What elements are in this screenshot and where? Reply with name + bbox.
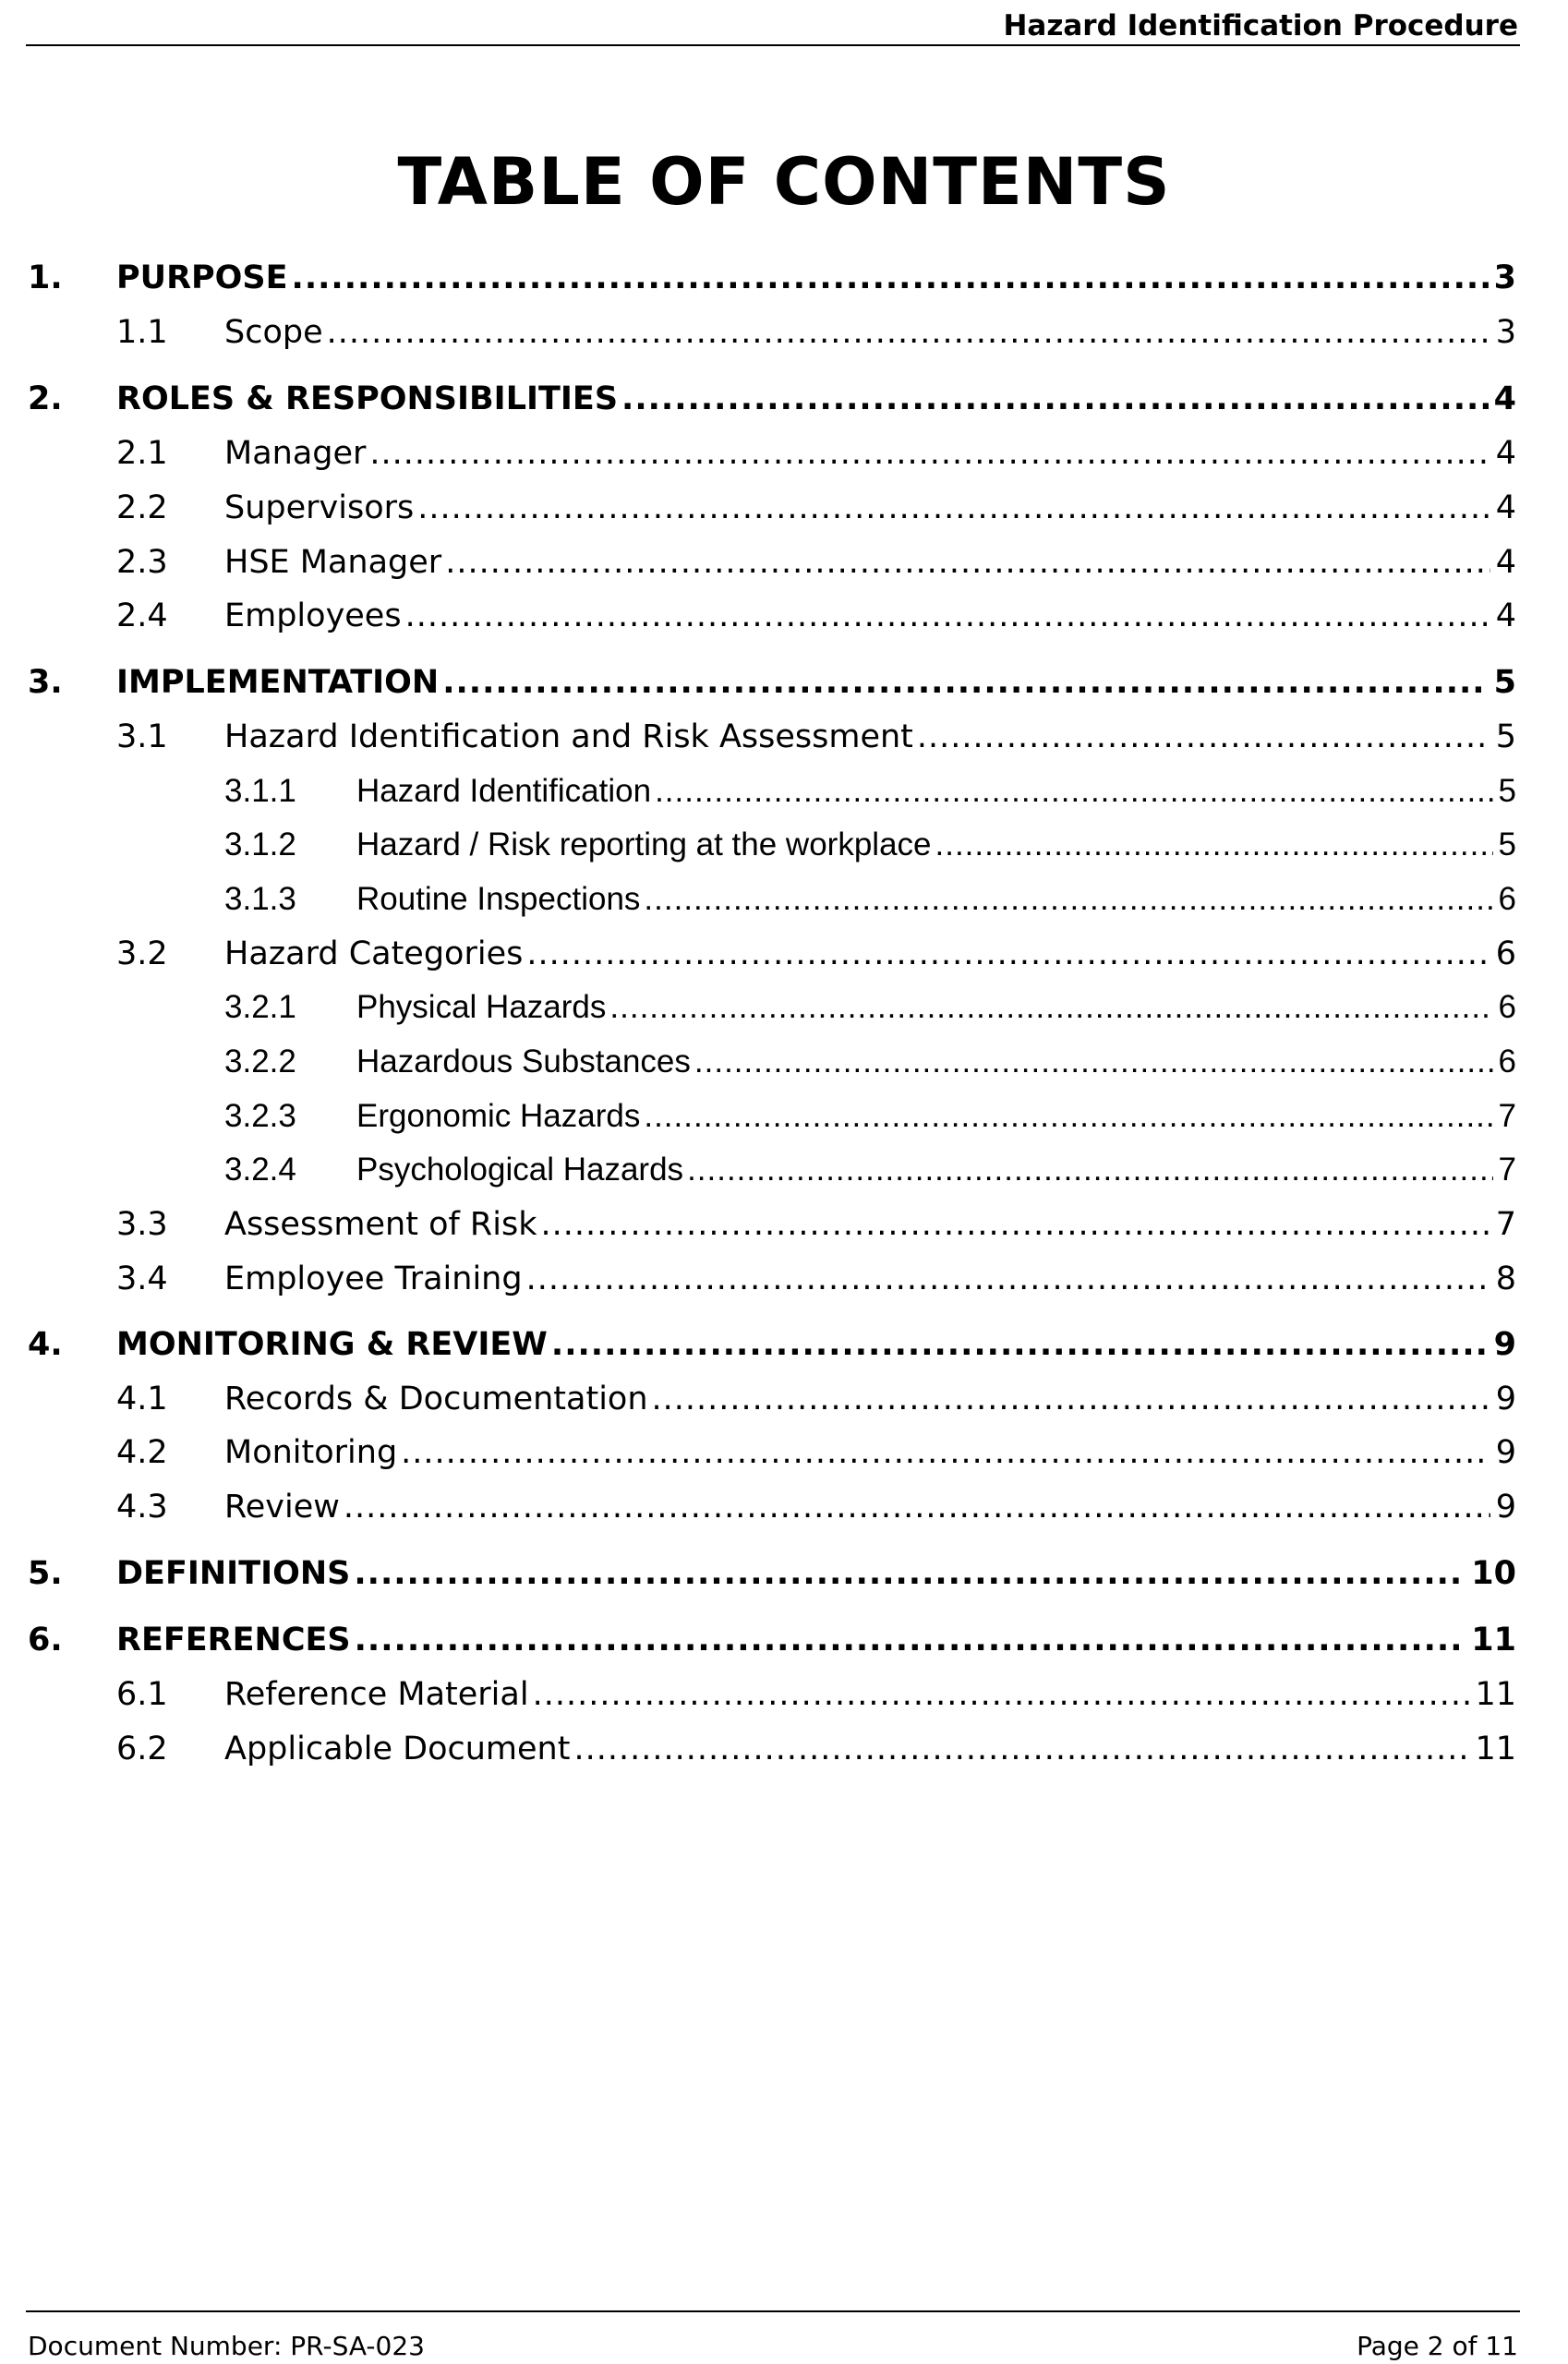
toc-dot-leader [533,1676,1470,1713]
page-indicator: Page 2 of 11 [1357,2331,1518,2361]
toc-entry-label: Supervisors [224,489,415,526]
toc-entry[interactable] [116,597,1516,634]
toc-entry-label: Ergonomic Hazards [356,1098,641,1134]
toc-entry[interactable] [116,1206,1516,1243]
toc-entry-number: 3.1 [116,718,168,755]
toc-entry[interactable] [28,380,1516,417]
toc-entry-number: 4. [28,1326,63,1363]
toc-entry-number: 3. [28,664,63,701]
toc-dot-leader [917,718,1490,755]
toc-entry-number: 2. [28,380,63,417]
toc-dot-leader [327,314,1490,351]
toc-dot-leader [935,826,1493,863]
toc-entry-number: 1.1 [116,314,168,351]
toc-dot-leader [694,1043,1493,1080]
toc-entry[interactable] [116,1434,1516,1471]
toc-entry-number: 4.3 [116,1489,168,1526]
toc-dot-leader [655,773,1492,810]
toc-dot-leader [354,1555,1465,1592]
toc-entry[interactable] [116,1260,1516,1297]
toc-entry-number: 3.2.4 [224,1152,296,1188]
toc-entry-label: Routine Inspections [356,881,641,917]
toc-entry-page: 9 [1495,1381,1516,1417]
toc-entry-number: 6.2 [116,1731,168,1767]
toc-entry-page: 6 [1498,989,1516,1025]
toc-dot-leader [417,489,1490,526]
toc-entry-page: 10 [1471,1555,1516,1592]
toc-dot-leader [621,380,1489,417]
toc-entry[interactable] [116,1381,1516,1417]
toc-entry-number: 3.2.1 [224,989,296,1025]
toc-entry[interactable] [224,1098,1516,1135]
toc-dot-leader [369,435,1490,472]
toc-entry[interactable] [224,773,1516,810]
toc-entry[interactable] [28,664,1516,701]
toc-entry-number: 5. [28,1555,63,1592]
toc-entry[interactable] [28,1622,1516,1658]
toc-dot-leader [644,1098,1492,1135]
toc-entry-page: 4 [1493,380,1516,417]
toc-entry-page: 6 [1498,1043,1516,1079]
toc-entry-label: Records & Documentation [224,1381,648,1417]
toc-entry-number: 3.3 [116,1206,168,1243]
toc-entry[interactable] [116,718,1516,755]
toc-entry-number: 3.4 [116,1260,168,1297]
toc-dot-leader [401,1434,1490,1471]
toc-entry[interactable] [116,1676,1516,1713]
toc-entry-number: 2.1 [116,435,168,472]
toc-entry[interactable] [116,435,1516,472]
toc-entry-page: 6 [1498,881,1516,917]
toc-entry-label: Applicable Document [224,1731,571,1767]
toc-entry[interactable] [224,826,1516,863]
toc-dot-leader [540,1206,1490,1243]
toc-dot-leader [652,1381,1490,1417]
toc-entry[interactable] [28,259,1516,296]
toc-entry[interactable] [28,1326,1516,1363]
toc-entry-label: Reference Material [224,1676,529,1713]
toc-heading: TABLE OF CONTENTS [397,144,1171,220]
toc-entry-label: Employees [224,597,402,634]
toc-entry-label: Hazard / Risk reporting at the workplace [356,826,932,862]
toc-entry-page: 11 [1475,1731,1516,1767]
toc-entry-number: 3.2 [116,935,168,972]
toc-entry-number: 3.2.3 [224,1098,296,1134]
toc-entry-label: HSE Manager [224,544,442,581]
toc-entry[interactable] [116,489,1516,526]
toc-entry[interactable] [28,1555,1516,1592]
document-title: Hazard Identification Procedure [1003,9,1518,42]
toc-dot-leader [355,1622,1466,1658]
toc-dot-leader [442,664,1488,701]
toc-entry-page: 7 [1495,1206,1516,1243]
toc-dot-leader [344,1489,1490,1526]
document-number: Document Number: PR-SA-023 [28,2331,425,2361]
toc-entry-label: Hazard Identification [356,773,652,809]
toc-entry-number: 3.1.1 [224,773,296,809]
toc-entry-page: 7 [1498,1152,1516,1188]
toc-entry-page: 11 [1471,1622,1516,1658]
toc-entry-label: IMPLEMENTATION [116,664,440,701]
toc-entry-label: Physical Hazards [356,989,607,1025]
toc-dot-leader [551,1326,1489,1363]
toc-dot-leader [526,935,1490,972]
toc-entry-page: 3 [1493,259,1516,296]
toc-entry-number: 6.1 [116,1676,168,1713]
toc-entry-label: PURPOSE [116,259,288,296]
toc-entry-number: 4.1 [116,1381,168,1417]
toc-dot-leader [526,1260,1490,1297]
toc-entry-page: 8 [1495,1260,1516,1297]
toc-entry-label: Employee Training [224,1260,523,1297]
toc-entry-number: 3.1.3 [224,881,296,917]
toc-entry-label: REFERENCES [116,1622,351,1658]
toc-entry-page: 7 [1498,1098,1516,1134]
toc-entry-page: 6 [1495,935,1516,972]
toc-entry-page: 5 [1498,773,1516,809]
toc-entry[interactable] [116,1489,1516,1526]
toc-entry-page: 5 [1498,826,1516,862]
toc-entry-label: DEFINITIONS [116,1555,351,1592]
toc-entry[interactable] [224,989,1516,1026]
toc-entry-number: 2.3 [116,544,168,581]
toc-dot-leader [445,544,1490,581]
toc-entry-label: Review [224,1489,340,1526]
toc-entry[interactable] [116,935,1516,972]
toc-dot-leader [644,881,1492,918]
toc-entry-label: Hazardous Substances [356,1043,691,1079]
toc-entry-page: 4 [1495,597,1516,634]
toc-entry-number: 2.2 [116,489,168,526]
toc-entry[interactable] [116,1731,1516,1767]
toc-dot-leader [609,989,1492,1026]
toc-entry-label: Assessment of Risk [224,1206,537,1243]
toc-dot-leader [573,1731,1469,1767]
toc-entry-number: 3.2.2 [224,1043,296,1079]
toc-entry[interactable] [116,314,1516,351]
toc-entry-label: Psychological Hazards [356,1152,684,1188]
toc-entry-page: 4 [1495,544,1516,581]
toc-entry-page: 5 [1495,718,1516,755]
toc-entry-label: Hazard Identification and Risk Assessment [224,718,913,755]
toc-entry-page: 4 [1495,435,1516,472]
toc-entry-label: Monitoring [224,1434,398,1471]
toc-entry-label: MONITORING & REVIEW [116,1326,548,1363]
toc-entry-label: Scope [224,314,323,351]
toc-entry-page: 9 [1493,1326,1516,1363]
toc-entry-page: 9 [1495,1489,1516,1526]
toc-dot-leader [405,597,1490,634]
toc-entry-label: Manager [224,435,367,472]
toc-entry[interactable] [224,881,1516,918]
toc-entry-label: ROLES & RESPONSIBILITIES [116,380,619,417]
toc-entry-number: 2.4 [116,597,168,634]
toc-dot-leader [687,1152,1492,1188]
toc-entry[interactable] [224,1152,1516,1188]
toc-entry-page: 5 [1493,664,1516,701]
toc-entry-page: 11 [1475,1676,1516,1713]
toc-entry-number: 3.1.2 [224,826,296,862]
toc-entry-page: 4 [1495,489,1516,526]
toc-entry-number: 4.2 [116,1434,168,1471]
toc-entry-page: 9 [1495,1434,1516,1471]
toc-entry-number: 6. [28,1622,63,1658]
toc-entry-page: 3 [1495,314,1516,351]
toc-dot-leader [292,259,1489,296]
toc-entry[interactable] [116,544,1516,581]
toc-entry-label: Hazard Categories [224,935,524,972]
page-footer [26,2310,1520,2364]
toc-entry-number: 1. [28,259,63,296]
toc-entry[interactable] [224,1043,1516,1080]
